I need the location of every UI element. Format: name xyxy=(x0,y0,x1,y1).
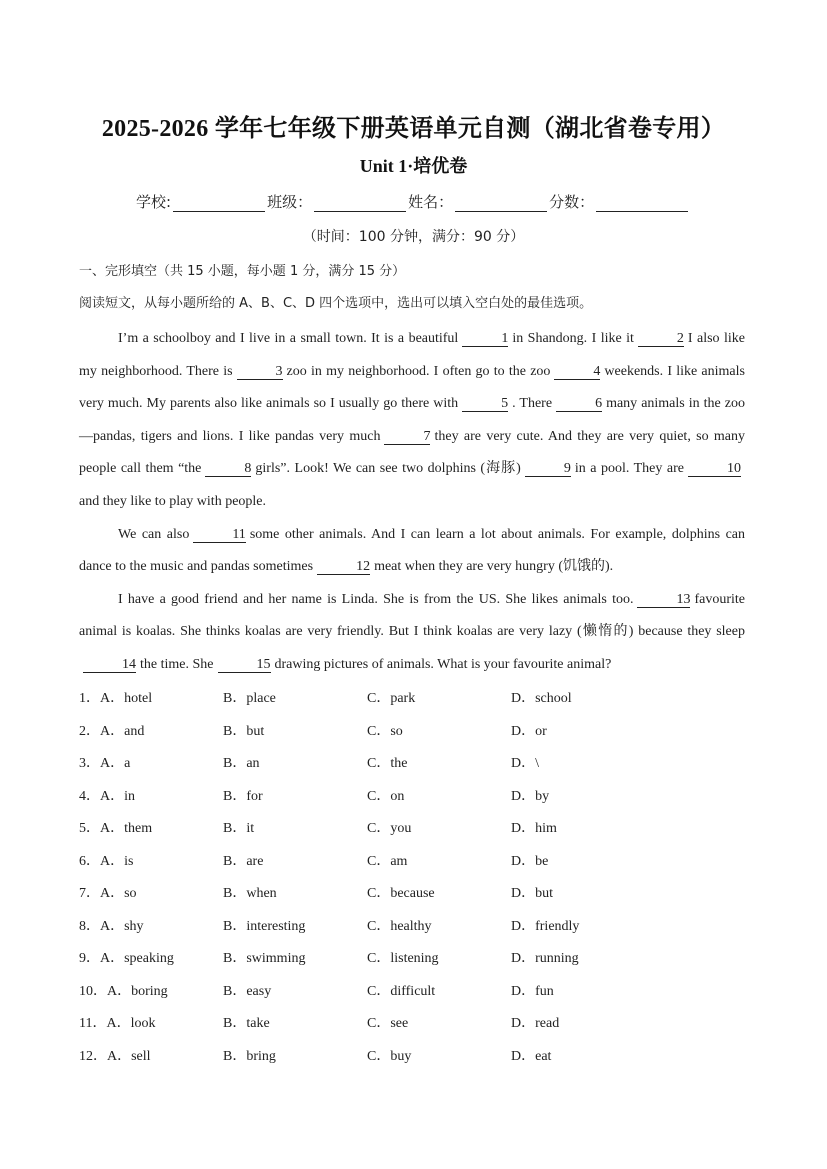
option-c[interactable]: C．am xyxy=(367,853,408,869)
passage-text: some other animals. And I can learn a lot about animals. For example, dolphins can dance to the music and pandas sometimes xyxy=(79,526,745,575)
blank-10[interactable]: 10 xyxy=(688,461,741,477)
option-c[interactable]: C．difficult xyxy=(367,983,436,999)
option-a[interactable]: 12．A．sell xyxy=(79,1048,151,1064)
passage-text: . There xyxy=(512,396,553,412)
blank-2[interactable]: 2 xyxy=(638,331,684,347)
blank-12[interactable]: 12 xyxy=(317,559,370,575)
score-label: 分数： xyxy=(549,193,595,211)
passage-text: We can also xyxy=(118,526,190,542)
passage-text: I’m a schoolboy and I live in a small town. It is a beautiful xyxy=(118,331,459,346)
passage-text: girls”. Look! We can see two dolphins (海豚) xyxy=(255,461,521,477)
blank-4[interactable]: 4 xyxy=(554,364,600,380)
option-d[interactable]: D．by xyxy=(511,788,550,804)
option-b[interactable]: B．an xyxy=(223,756,260,772)
option-d[interactable]: D．be xyxy=(511,853,549,869)
option-b[interactable]: B．bring xyxy=(223,1048,276,1064)
passage-text: the time. She xyxy=(140,656,214,672)
question-options xyxy=(79,681,699,1071)
question-row xyxy=(79,714,699,747)
blank-11[interactable]: 11 xyxy=(193,527,245,543)
passage-paragraph-1 xyxy=(79,323,745,519)
option-c[interactable]: C．park xyxy=(367,691,416,707)
question-row xyxy=(79,681,699,714)
question-row xyxy=(79,811,699,844)
option-d[interactable]: D．running xyxy=(511,951,579,967)
option-c[interactable]: C．because xyxy=(367,886,435,902)
option-a[interactable]: 11．A．look xyxy=(79,1016,156,1032)
option-d[interactable]: D．eat xyxy=(511,1048,552,1064)
passage-text: favourite animal is koalas. She thinks koalas are very friendly. But I think koalas are very lazy (懒惰的) because they sleep xyxy=(79,591,745,640)
name-blank[interactable] xyxy=(455,193,547,212)
blank-13[interactable]: 13 xyxy=(637,592,690,608)
option-d[interactable]: D．\ xyxy=(511,756,539,772)
blank-7[interactable]: 7 xyxy=(384,429,430,445)
question-row xyxy=(79,1039,699,1072)
option-c[interactable]: C．on xyxy=(367,788,405,804)
blank-5[interactable]: 5 xyxy=(462,396,508,412)
option-c[interactable]: C．buy xyxy=(367,1048,412,1064)
option-d[interactable]: D．or xyxy=(511,723,547,739)
question-row xyxy=(79,746,699,779)
passage-text: I also like my neighborhood. There is xyxy=(79,331,745,379)
option-b[interactable]: B．interesting xyxy=(223,918,306,934)
passage-text: weekends. I like animals very much. My parents also like animals so I usually go there with xyxy=(79,363,745,412)
score-blank[interactable] xyxy=(596,193,688,212)
option-a[interactable]: 10．A．boring xyxy=(79,983,168,999)
blank-6[interactable]: 6 xyxy=(556,396,602,412)
student-info-row xyxy=(136,191,690,212)
option-b[interactable]: B．easy xyxy=(223,983,272,999)
option-c[interactable]: C．see xyxy=(367,1016,409,1032)
option-b[interactable]: B．place xyxy=(223,691,276,707)
question-row xyxy=(79,844,699,877)
passage-text: drawing pictures of animals. What is your favourite animal? xyxy=(274,656,612,672)
option-c[interactable]: C．healthy xyxy=(367,918,432,934)
school-label: 学校: xyxy=(136,193,172,211)
question-row xyxy=(79,779,699,812)
option-a[interactable]: 3．A．a xyxy=(79,756,131,772)
blank-1[interactable]: 1 xyxy=(462,331,508,347)
option-a[interactable]: 1．A．hotel xyxy=(79,691,153,707)
question-row xyxy=(79,1006,699,1039)
option-c[interactable]: C．listening xyxy=(367,951,439,967)
option-d[interactable]: D．but xyxy=(511,886,553,902)
option-d[interactable]: D．read xyxy=(511,1016,560,1032)
option-d[interactable]: D．fun xyxy=(511,983,554,999)
passage-paragraph-2 xyxy=(79,519,745,584)
option-b[interactable]: B．are xyxy=(223,853,264,869)
blank-3[interactable]: 3 xyxy=(237,364,283,380)
passage-text: in Shandong. I like it xyxy=(512,331,634,346)
passage-paragraph-3 xyxy=(79,584,745,682)
option-d[interactable]: D．him xyxy=(511,821,557,837)
class-label: 班级： xyxy=(267,193,313,211)
class-blank[interactable] xyxy=(314,193,406,212)
option-c[interactable]: C．you xyxy=(367,821,412,837)
section-heading: 一、完形填空（共 15 小题，每小题 1 分，满分 15 分） xyxy=(79,264,406,279)
option-c[interactable]: C．the xyxy=(367,756,408,772)
cloze-passage xyxy=(79,323,745,682)
time-and-score-info: （时间：100 分钟，满分：90 分） xyxy=(302,229,525,245)
option-a[interactable]: 7．A．so xyxy=(79,886,137,902)
question-row xyxy=(79,974,699,1007)
passage-text: and they like to play with people. xyxy=(79,493,267,509)
blank-9[interactable]: 9 xyxy=(525,461,571,477)
question-row xyxy=(79,941,699,974)
option-a[interactable]: 9．A．speaking xyxy=(79,951,174,967)
passage-text: I have a good friend and her name is Linda. She is from the US. She likes animals too. xyxy=(118,591,634,607)
option-d[interactable]: D．friendly xyxy=(511,918,580,934)
option-b[interactable]: B．take xyxy=(223,1016,270,1032)
option-b[interactable]: B．for xyxy=(223,788,263,804)
option-b[interactable]: B．it xyxy=(223,821,255,837)
page-subtitle: Unit 1·培优卷 xyxy=(359,156,468,176)
option-b[interactable]: B．when xyxy=(223,886,277,902)
passage-text: they are very cute. And they are very quiet, so many people call them “the xyxy=(79,428,746,477)
option-a[interactable]: 4．A．in xyxy=(79,788,135,804)
passage-text: meat when they are very hungry (饥饿的). xyxy=(374,559,614,575)
question-row xyxy=(79,876,699,909)
option-a[interactable]: 8．A．shy xyxy=(79,918,144,934)
blank-15[interactable]: 15 xyxy=(218,657,271,673)
option-b[interactable]: B．but xyxy=(223,723,265,739)
option-d[interactable]: D．school xyxy=(511,691,572,707)
passage-text: in a pool. They are xyxy=(574,461,684,477)
name-label: 姓名： xyxy=(408,193,454,211)
option-a[interactable]: 5．A．them xyxy=(79,821,153,837)
blank-8[interactable]: 8 xyxy=(205,461,251,477)
blank-14[interactable]: 14 xyxy=(83,657,136,673)
option-a[interactable]: 2．A．and xyxy=(79,723,145,739)
school-blank[interactable] xyxy=(173,193,265,212)
passage-text: zoo in my neighborhood. I often go to the zoo xyxy=(286,363,551,379)
option-a[interactable]: 6．A．is xyxy=(79,853,134,869)
page-title: 2025-2026 学年七年级下册英语单元自测（湖北省卷专用） xyxy=(101,116,726,142)
section-instructions: 阅读短文，从每小题所给的 A、B、C、D 四个选项中，选出可以填入空白处的最佳选项。 xyxy=(79,296,593,311)
question-row xyxy=(79,909,699,942)
passage-text: many animals in the zoo—pandas, tigers and lions. I like pandas very much xyxy=(79,396,746,444)
option-c[interactable]: C．so xyxy=(367,723,403,739)
option-b[interactable]: B．swimming xyxy=(223,951,306,967)
